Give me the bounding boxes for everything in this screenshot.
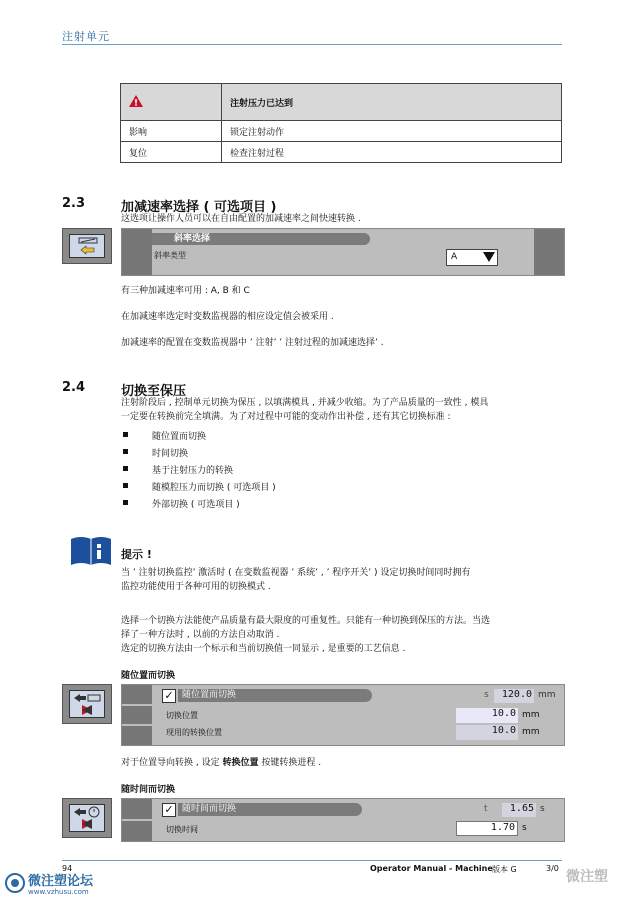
alarm-row-label: 影响 [121,121,222,142]
alarm-row-value: 检查注射过程 [222,142,562,163]
time-switch-checkbox[interactable]: ✓ [162,803,176,817]
switch-time-unit: s [522,823,527,833]
ramp-type-value: A [451,252,458,262]
pos-switch-checkbox[interactable]: ✓ [162,689,176,703]
watermark-right: 微注塑 [566,869,608,885]
pos-switch-heading: 随位置而切换 [121,671,176,681]
watermark-url: www.vzhusu.com [28,888,89,896]
warning-icon [129,95,143,107]
bullet-item: 时间切换 [152,449,189,459]
pos-switch-label: 随位置而切换 [178,689,372,702]
time-switch-icon [70,805,104,831]
switch-position-unit: mm [522,710,540,720]
manual-title: Operator Manual - Machine [370,864,493,873]
ramp-arrow-icon [70,235,104,257]
ramp-para-1: 有三种加减速率可用 : A, B 和 C [121,286,250,296]
method-para-2: 择了一种方法时 , 以前的方法自动取消 . [121,630,280,640]
section-number: 2.3 [62,196,86,211]
hint-line-2: 监控功能使用于各种可用的切换模式 . [121,582,271,592]
time-switch-key[interactable] [62,798,112,838]
active-switch-position-label: 现用的转换位置 [166,728,222,737]
time-switch-unit: s [540,804,545,814]
alarm-title: 注射压力已达到 [222,84,562,121]
hint-line-1: 当 ’ 注射切换监控’ 激活时 ( 在变数监视器 ’ 系统’ , ’ 程序开关’ ) 设定切换时间同时拥有 [121,568,471,578]
bullet-marker [123,483,128,488]
ramp-select-key[interactable] [62,228,112,264]
info-book-icon [70,535,112,567]
bullet-marker [123,449,128,454]
ramp-para-2: 在加减速率选定时变数监视器的相应设定值会被采用 . [121,312,334,322]
method-para-1: 选择一个切换方法能使产品质量有最大限度的可重复性。只能有一种切换到保压的方法。当选 [121,616,491,626]
switch-position-input[interactable]: 10.0 [456,708,518,723]
section-title: 切换至保压 [121,384,187,399]
pos-switch-panel [121,684,565,746]
time-switch-prefix: t [484,804,488,814]
method-para-3: 选定的切换方法由一个标示和当前切换值一同显示 , 是重要的工艺信息 . [121,644,406,654]
section-title: 加减速率选择 ( 可选项目 ) [121,200,277,215]
ramp-type-label: 斜率类型 [154,251,186,260]
bullet-marker [123,500,128,505]
tab-ramp-select[interactable]: 斜率选择 [152,233,370,245]
switch-time-label: 切换时间 [166,825,198,834]
time-switch-current: 1.65 [502,803,536,817]
ramp-para-3: 加减速率的配置在变数监视器中 ’ 注射’ ’ 注射过程的加减速选择’ . [121,338,384,348]
pos-switch-note: 对于位置导向转换 , 设定 转换位置 按键转换进程 . [121,758,322,768]
bullet-marker [123,432,128,437]
time-switch-heading: 随时间而切换 [121,785,176,795]
page-reference: 3/0 [546,864,559,873]
alarm-row-label: 复位 [121,142,222,163]
switch-time-input[interactable]: 1.70 [456,821,518,836]
dropdown-arrow-icon [483,252,495,262]
manual-version: 版本 G [492,865,517,874]
section-intro: 这选项让操作人员可以在自由配置的加减速率之间快速转换 . [121,214,361,224]
pos-switch-prefix: s [484,690,489,700]
bullet-item: 外部切换 ( 可选项目 ) [152,500,240,510]
footer-rule [62,860,562,861]
header-rule [62,44,562,45]
pos-switch-key[interactable] [62,684,112,724]
bullet-marker [123,466,128,471]
time-switch-panel [121,798,565,842]
alarm-table [120,83,562,163]
pos-switch-current: 120.0 [494,689,534,703]
switch-intro-1: 注射阶段后 , 控制单元切换为保压 , 以填满模具 , 并减少收缩。为了产品质量的一致性 , 模具 [121,398,489,408]
hint-title: 提示 ! [121,548,152,561]
alarm-icon-cell [121,84,222,121]
position-switch-icon [70,691,104,717]
bullet-item: 基于注射压力的转换 [152,466,234,476]
ramp-type-select[interactable] [446,249,498,266]
page-number: 94 [62,864,73,873]
active-switch-position-value: 10.0 [456,725,518,740]
watermark-logo-icon [4,872,26,894]
running-header: 注射单元 [62,30,110,43]
ramp-panel [121,228,565,276]
time-switch-label: 随时间而切换 [178,803,362,816]
bullet-item: 随位置而切换 [152,432,207,442]
switch-position-label: 切换位置 [166,711,198,720]
switch-intro-2: 一定要在转换前完全填满。为了对过程中可能的变动作出补偿 , 还有其它切换标准 : [121,412,451,422]
watermark-left: 微注塑论坛 [28,874,94,889]
section-number: 2.4 [62,380,86,395]
pos-switch-unit: mm [538,690,556,700]
alarm-row-value: 锁定注射动作 [222,121,562,142]
bullet-item: 随模腔压力而切换 ( 可选项目 ) [152,483,276,493]
active-switch-position-unit: mm [522,727,540,737]
